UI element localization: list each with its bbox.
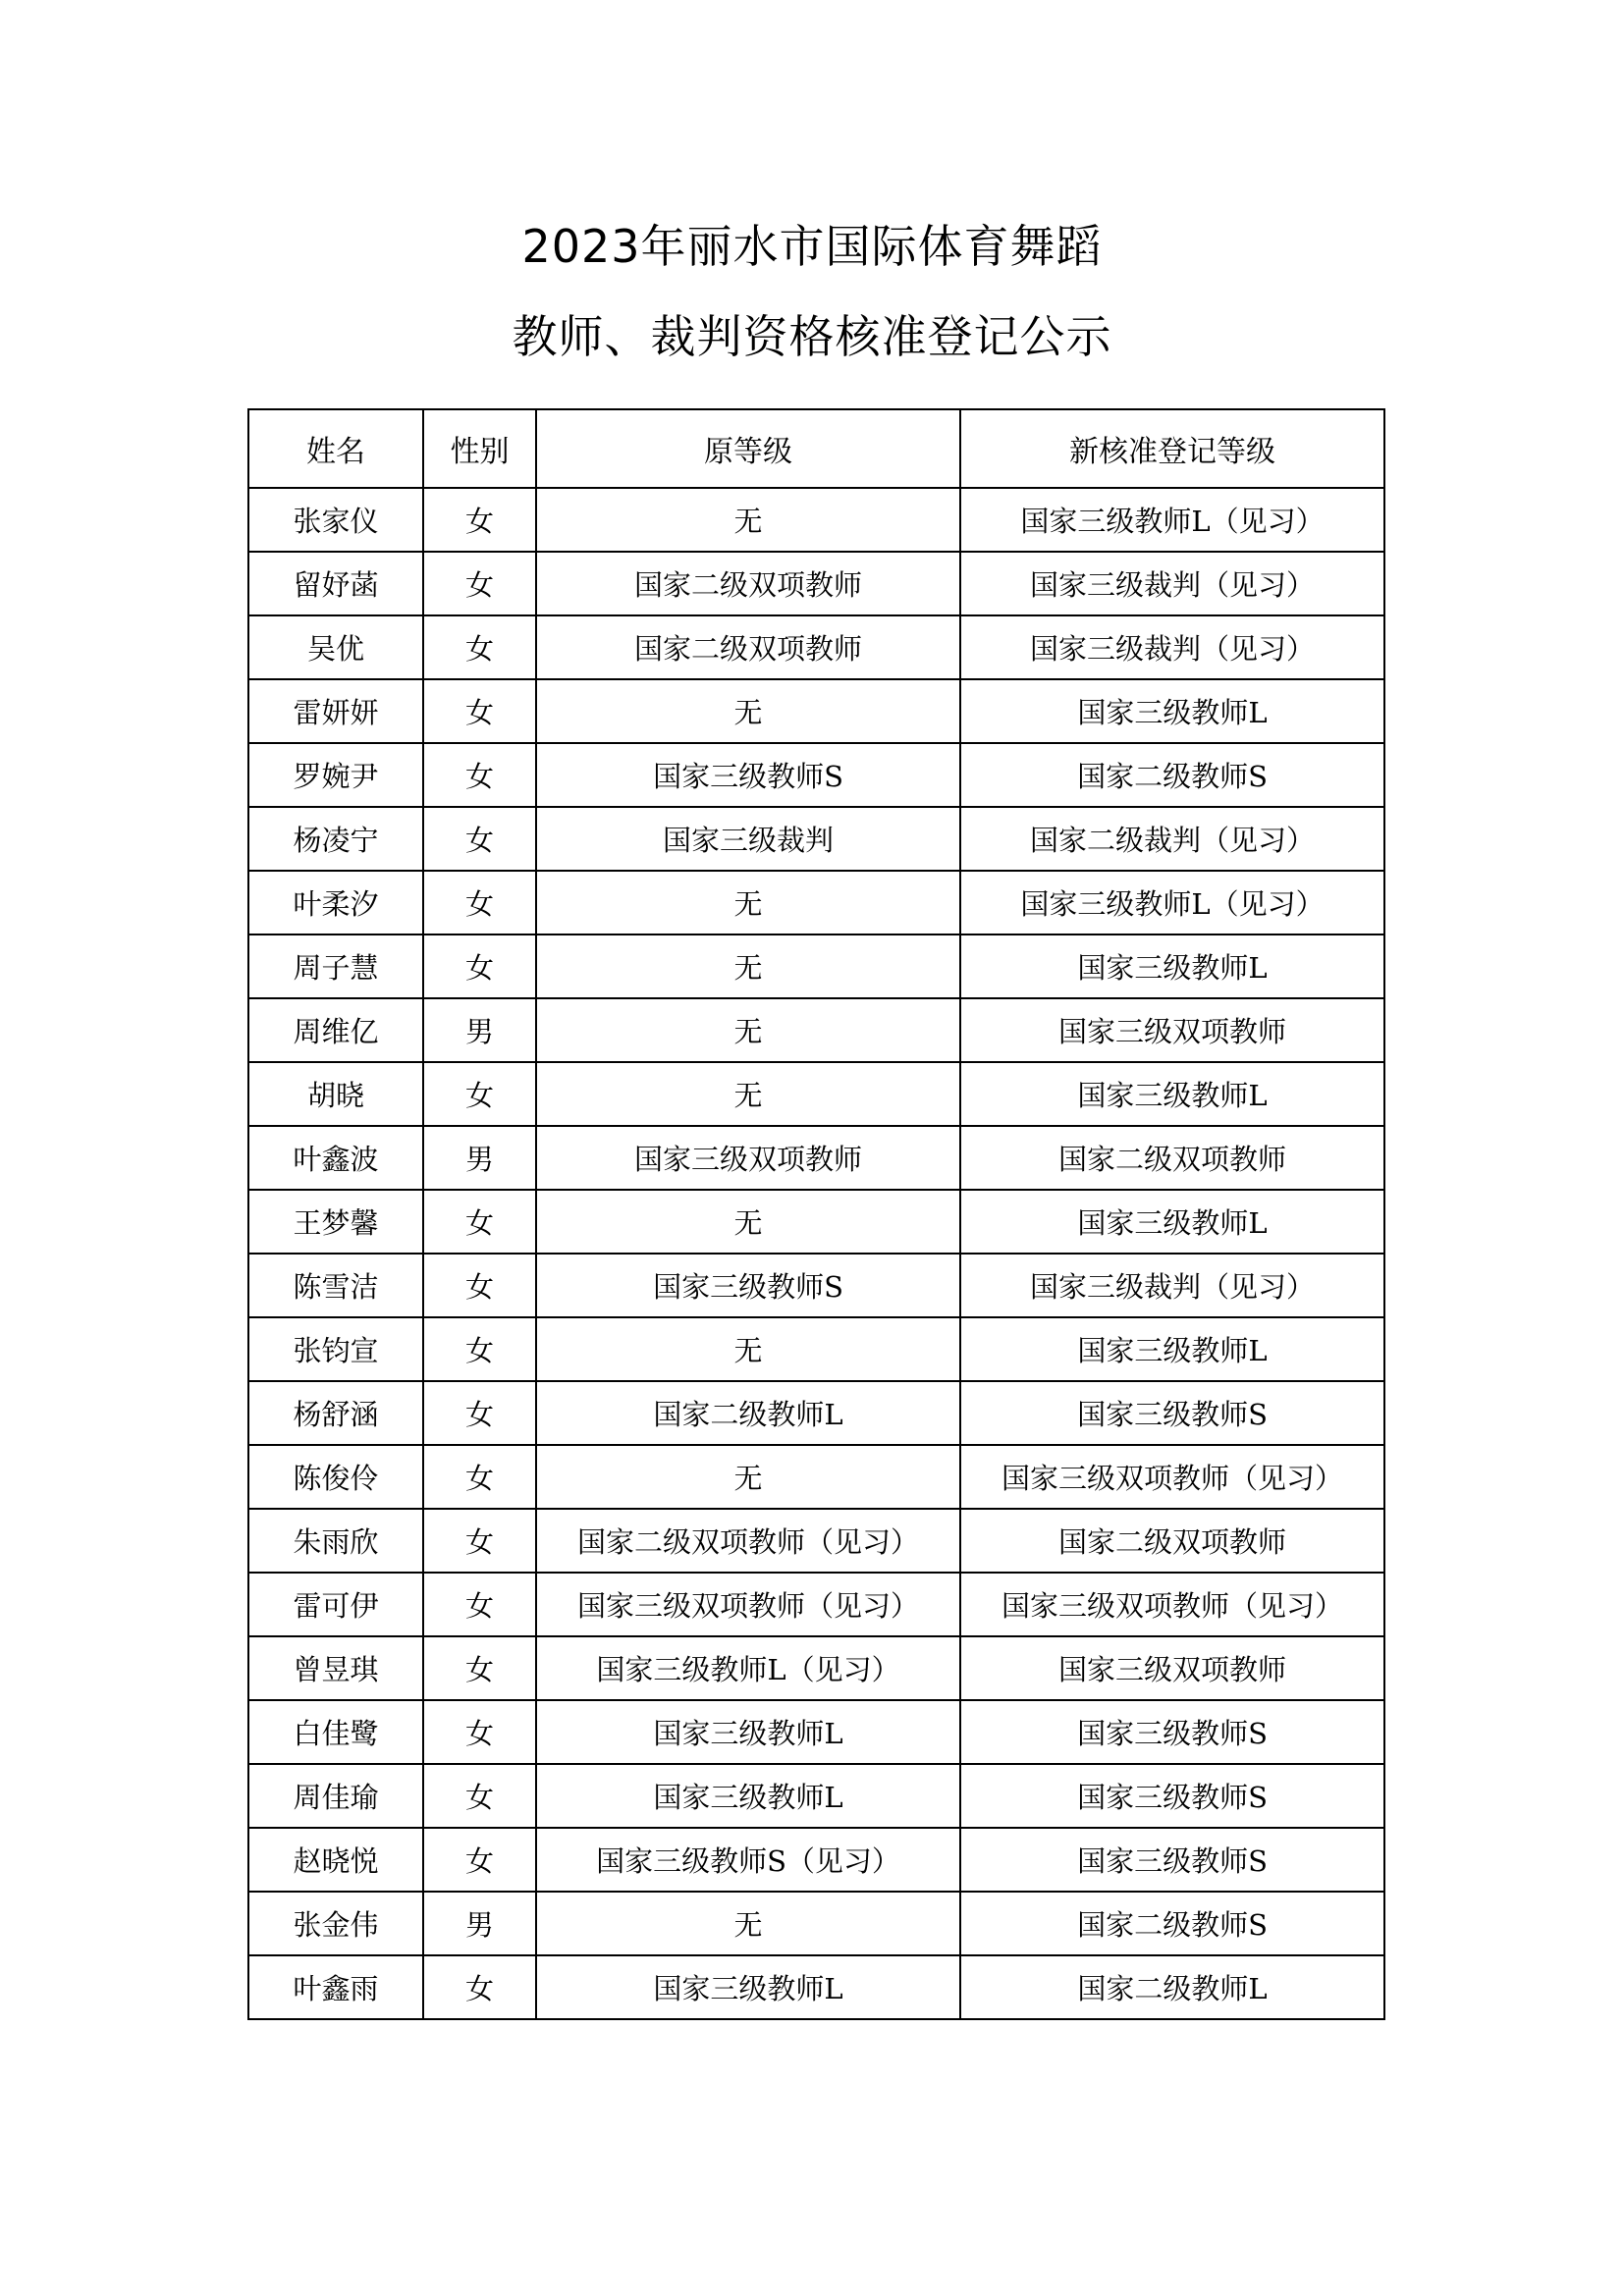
cell-name: 罗婉尹 <box>248 743 423 807</box>
table-row <box>248 1955 1384 2019</box>
table-row <box>248 1190 1384 1254</box>
cell-new-grade: 国家三级教师L <box>960 934 1384 998</box>
table-row <box>248 615 1384 679</box>
table-row <box>248 934 1384 998</box>
cell-name: 叶鑫雨 <box>248 1955 423 2019</box>
cell-original-grade: 国家三级裁判 <box>536 807 960 871</box>
cell-original-grade: 无 <box>536 488 960 552</box>
cell-gender: 女 <box>423 1381 536 1445</box>
header-original-grade: 原等级 <box>536 409 960 488</box>
cell-gender: 女 <box>423 552 536 615</box>
table-body <box>248 488 1384 2019</box>
cell-new-grade: 国家三级教师L <box>960 1190 1384 1254</box>
cell-original-grade: 国家三级双项教师（见习） <box>536 1573 960 1636</box>
cell-new-grade: 国家三级教师S <box>960 1764 1384 1828</box>
cell-name: 杨凌宁 <box>248 807 423 871</box>
table-row <box>248 1062 1384 1126</box>
cell-new-grade: 国家三级教师S <box>960 1381 1384 1445</box>
cell-name: 雷妍妍 <box>248 679 423 743</box>
table-row <box>248 1509 1384 1573</box>
cell-original-grade: 国家三级双项教师 <box>536 1126 960 1190</box>
table-row <box>248 1126 1384 1190</box>
cell-gender: 女 <box>423 1700 536 1764</box>
cell-original-grade: 国家二级双项教师（见习） <box>536 1509 960 1573</box>
cell-new-grade: 国家二级教师S <box>960 743 1384 807</box>
cell-gender: 女 <box>423 1509 536 1573</box>
header-new-grade: 新核准登记等级 <box>960 409 1384 488</box>
cell-name: 吴优 <box>248 615 423 679</box>
cell-new-grade: 国家三级双项教师（见习） <box>960 1573 1384 1636</box>
cell-name: 叶柔汐 <box>248 871 423 934</box>
cell-original-grade: 无 <box>536 934 960 998</box>
cell-gender: 女 <box>423 871 536 934</box>
cell-name: 留妤菡 <box>248 552 423 615</box>
cell-original-grade: 无 <box>536 1190 960 1254</box>
table-row <box>248 743 1384 807</box>
cell-gender: 男 <box>423 1126 536 1190</box>
cell-original-grade: 国家二级教师L <box>536 1381 960 1445</box>
cell-name: 周维亿 <box>248 998 423 1062</box>
table-row <box>248 1254 1384 1317</box>
cell-name: 胡晓 <box>248 1062 423 1126</box>
cell-original-grade: 国家三级教师S <box>536 1254 960 1317</box>
cell-gender: 女 <box>423 1317 536 1381</box>
cell-gender: 女 <box>423 1764 536 1828</box>
cell-original-grade: 国家二级双项教师 <box>536 552 960 615</box>
cell-gender: 女 <box>423 1254 536 1317</box>
cell-name: 白佳鹭 <box>248 1700 423 1764</box>
cell-new-grade: 国家二级双项教师 <box>960 1509 1384 1573</box>
cell-gender: 女 <box>423 1445 536 1509</box>
cell-new-grade: 国家三级双项教师（见习） <box>960 1445 1384 1509</box>
cell-original-grade: 无 <box>536 1892 960 1955</box>
cell-gender: 女 <box>423 615 536 679</box>
cell-original-grade: 国家三级教师L <box>536 1700 960 1764</box>
cell-original-grade: 无 <box>536 1062 960 1126</box>
table-row <box>248 1892 1384 1955</box>
cell-original-grade: 国家二级双项教师 <box>536 615 960 679</box>
cell-original-grade: 无 <box>536 998 960 1062</box>
header-name: 姓名 <box>248 409 423 488</box>
cell-name: 周佳瑜 <box>248 1764 423 1828</box>
table-row <box>248 1700 1384 1764</box>
cell-name: 周子慧 <box>248 934 423 998</box>
cell-gender: 女 <box>423 1573 536 1636</box>
table-row <box>248 1317 1384 1381</box>
cell-new-grade: 国家三级教师L <box>960 1062 1384 1126</box>
table-row <box>248 1381 1384 1445</box>
cell-name: 陈雪洁 <box>248 1254 423 1317</box>
cell-name: 张金伟 <box>248 1892 423 1955</box>
cell-gender: 男 <box>423 1892 536 1955</box>
table-row <box>248 1636 1384 1700</box>
cell-gender: 女 <box>423 1190 536 1254</box>
cell-new-grade: 国家三级教师S <box>960 1700 1384 1764</box>
cell-new-grade: 国家二级双项教师 <box>960 1126 1384 1190</box>
cell-gender: 女 <box>423 1636 536 1700</box>
cell-original-grade: 国家三级教师S（见习） <box>536 1828 960 1892</box>
cell-gender: 女 <box>423 488 536 552</box>
cell-original-grade: 无 <box>536 679 960 743</box>
cell-gender: 女 <box>423 807 536 871</box>
cell-new-grade: 国家三级裁判（见习） <box>960 552 1384 615</box>
cell-original-grade: 国家三级教师S <box>536 743 960 807</box>
cell-name: 张家仪 <box>248 488 423 552</box>
registration-table <box>247 408 1385 2020</box>
cell-new-grade: 国家三级双项教师 <box>960 1636 1384 1700</box>
cell-name: 陈俊伶 <box>248 1445 423 1509</box>
cell-name: 赵晓悦 <box>248 1828 423 1892</box>
table-row <box>248 998 1384 1062</box>
cell-original-grade: 国家三级教师L <box>536 1764 960 1828</box>
cell-gender: 女 <box>423 679 536 743</box>
cell-original-grade: 无 <box>536 871 960 934</box>
cell-name: 张钧宣 <box>248 1317 423 1381</box>
cell-original-grade: 国家三级教师L（见习） <box>536 1636 960 1700</box>
cell-gender: 女 <box>423 934 536 998</box>
document-title <box>0 201 1624 382</box>
title-line-1: 2023年丽水市国际体育舞蹈 <box>521 220 1103 273</box>
cell-gender: 女 <box>423 743 536 807</box>
table-row <box>248 1828 1384 1892</box>
table-row <box>248 679 1384 743</box>
cell-gender: 男 <box>423 998 536 1062</box>
cell-new-grade: 国家三级教师L（见习） <box>960 871 1384 934</box>
cell-gender: 女 <box>423 1062 536 1126</box>
table-row <box>248 488 1384 552</box>
cell-new-grade: 国家三级双项教师 <box>960 998 1384 1062</box>
cell-name: 王梦馨 <box>248 1190 423 1254</box>
table-row <box>248 871 1384 934</box>
cell-new-grade: 国家三级教师L（见习） <box>960 488 1384 552</box>
cell-original-grade: 国家三级教师L <box>536 1955 960 2019</box>
table-header-row <box>248 409 1384 488</box>
cell-new-grade: 国家三级教师L <box>960 1317 1384 1381</box>
cell-new-grade: 国家二级裁判（见习） <box>960 807 1384 871</box>
table-row <box>248 1445 1384 1509</box>
cell-name: 朱雨欣 <box>248 1509 423 1573</box>
table-row <box>248 1573 1384 1636</box>
cell-original-grade: 无 <box>536 1445 960 1509</box>
cell-new-grade: 国家二级教师L <box>960 1955 1384 2019</box>
cell-original-grade: 无 <box>536 1317 960 1381</box>
cell-new-grade: 国家三级裁判（见习） <box>960 1254 1384 1317</box>
cell-new-grade: 国家三级教师S <box>960 1828 1384 1892</box>
table-row <box>248 552 1384 615</box>
cell-name: 曾昱琪 <box>248 1636 423 1700</box>
cell-gender: 女 <box>423 1828 536 1892</box>
cell-name: 杨舒涵 <box>248 1381 423 1445</box>
cell-name: 雷可伊 <box>248 1573 423 1636</box>
cell-new-grade: 国家二级教师S <box>960 1892 1384 1955</box>
header-gender: 性别 <box>423 409 536 488</box>
cell-new-grade: 国家三级裁判（见习） <box>960 615 1384 679</box>
cell-gender: 女 <box>423 1955 536 2019</box>
cell-name: 叶鑫波 <box>248 1126 423 1190</box>
table-row <box>248 807 1384 871</box>
title-line-2: 教师、裁判资格核准登记公示 <box>512 310 1112 363</box>
table-row <box>248 1764 1384 1828</box>
cell-new-grade: 国家三级教师L <box>960 679 1384 743</box>
